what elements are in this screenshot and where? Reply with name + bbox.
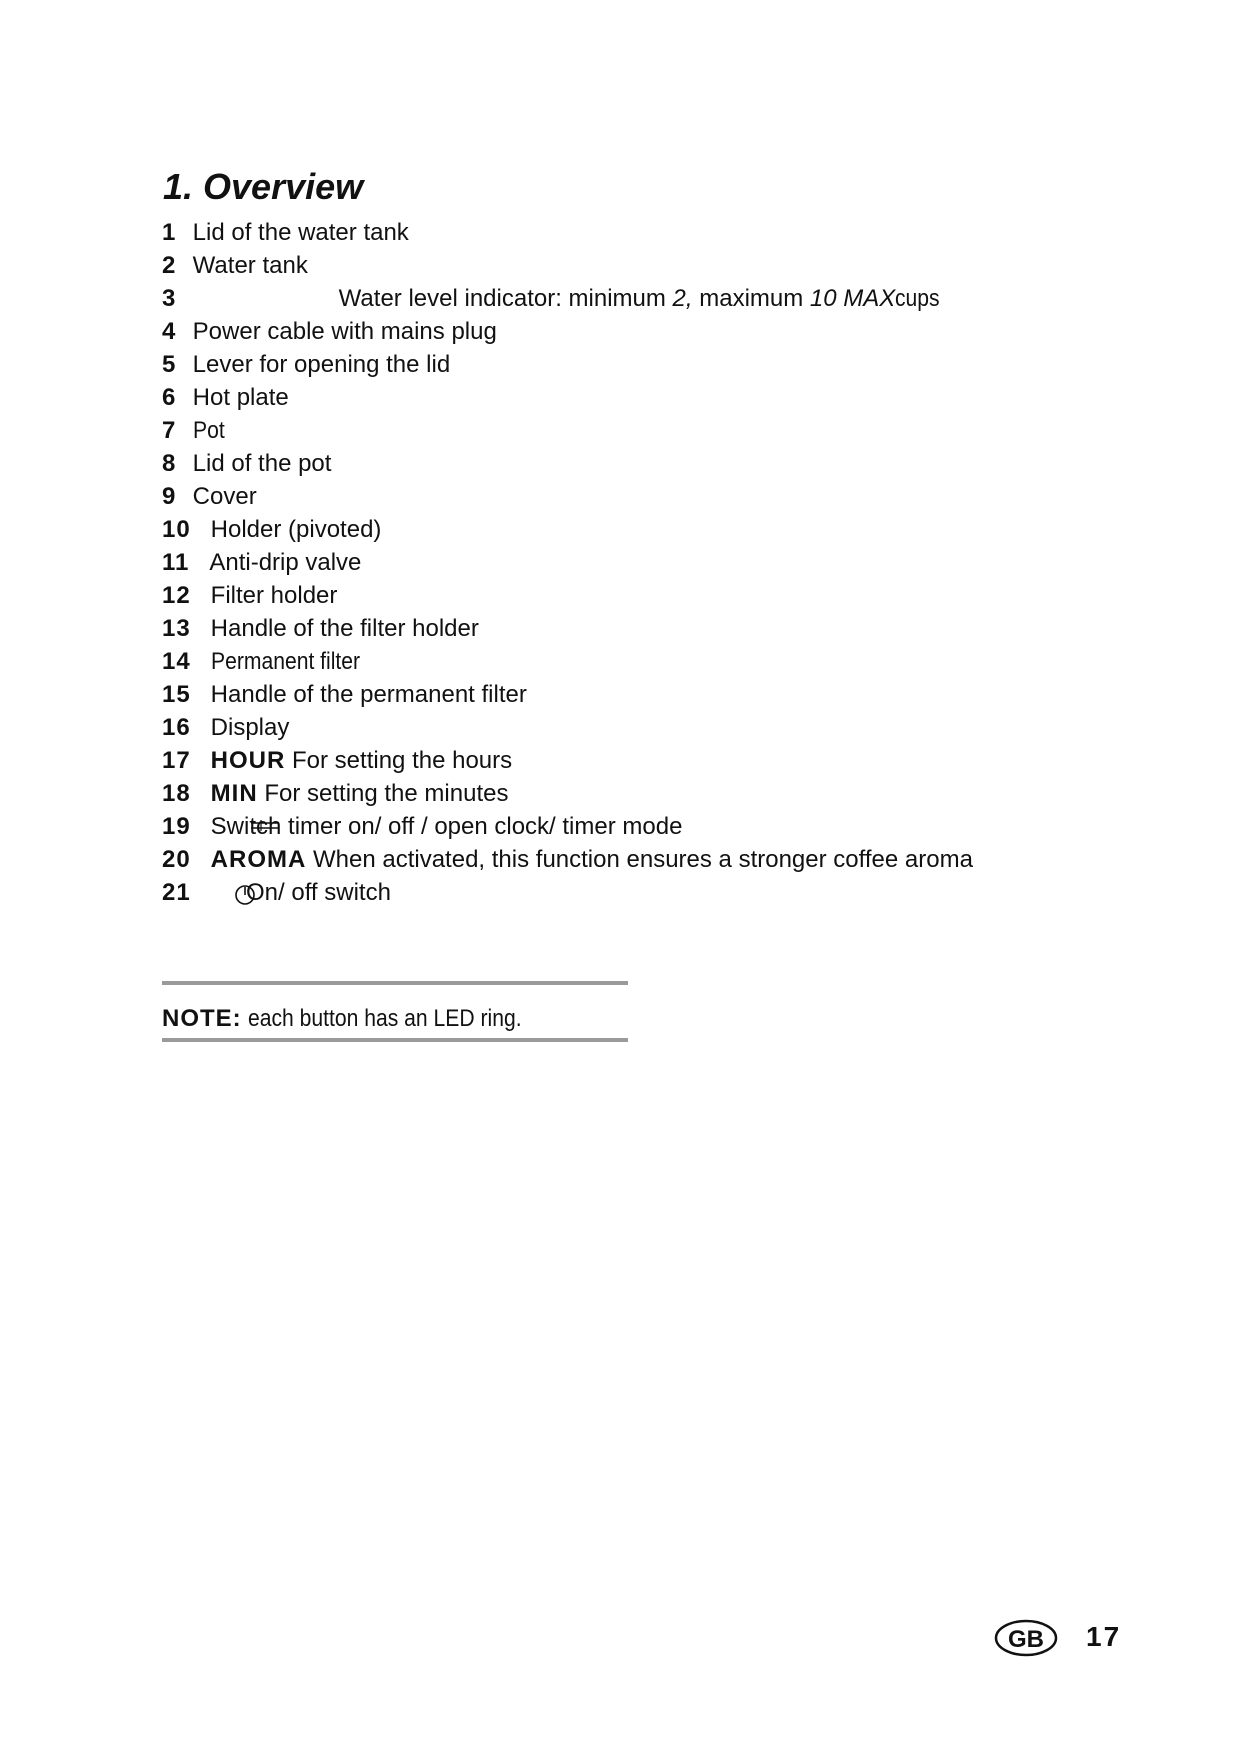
item-text: Water level indicator: minimum <box>338 285 673 312</box>
list-item <box>162 645 1062 678</box>
note-top-rule <box>162 981 628 985</box>
item-number: 18 <box>162 780 191 807</box>
list-item <box>162 744 1062 777</box>
item-text-emphasis: 2, <box>672 285 693 312</box>
list-item <box>162 315 1062 348</box>
list-item <box>162 876 1062 909</box>
list-item <box>162 480 1062 513</box>
country-badge <box>994 1619 1058 1657</box>
button-keyword: MIN <box>210 780 258 807</box>
item-text: cups <box>895 285 940 312</box>
item-number: 3 <box>162 285 177 312</box>
list-item <box>162 414 1062 447</box>
item-number: 21 <box>162 879 191 906</box>
list-item <box>162 678 1062 711</box>
list-item <box>162 348 1062 381</box>
list-item <box>162 282 1062 315</box>
item-number: 11 <box>162 549 190 576</box>
item-text: Permanent filter <box>210 648 360 675</box>
page-title: 1. Overview <box>163 166 364 207</box>
list-item <box>162 579 1062 612</box>
item-number: 17 <box>162 747 191 774</box>
item-text: Water tank <box>192 252 308 279</box>
power-icon <box>234 884 256 906</box>
list-item <box>162 216 1062 249</box>
item-text: Lever for opening the lid <box>192 351 451 378</box>
item-number: 9 <box>162 483 177 510</box>
list-item <box>162 711 1062 744</box>
list-item <box>162 777 1062 810</box>
item-number: 2 <box>162 252 177 279</box>
list-item <box>162 249 1062 282</box>
item-number: 1 <box>162 219 177 246</box>
item-number: 16 <box>162 714 191 741</box>
list-item <box>162 810 1062 843</box>
item-text: Anti-drip valve <box>209 549 362 576</box>
item-number: 8 <box>162 450 177 477</box>
note-bottom-rule <box>162 1038 628 1042</box>
item-text: Power cable with mains plug <box>192 318 497 345</box>
item-text: For setting the hours <box>292 747 513 774</box>
list-item <box>162 843 1062 876</box>
item-text: Handle of the filter holder <box>210 615 479 642</box>
item-number: 12 <box>162 582 191 609</box>
country-code: GB <box>1008 1626 1044 1653</box>
note-text: each button has an LED ring. <box>248 1005 522 1032</box>
item-text: Cover <box>192 483 257 510</box>
item-text: maximum <box>692 285 810 312</box>
list-item <box>162 513 1062 546</box>
item-text: timer on/ off / open clock/ timer mode <box>281 813 683 840</box>
item-text: Handle of the permanent filter <box>210 681 527 708</box>
list-item <box>162 381 1062 414</box>
item-number: 6 <box>162 384 177 411</box>
page-number: 17 <box>1086 1621 1122 1652</box>
item-number: 4 <box>162 318 177 345</box>
item-text: On/ off switch <box>246 879 391 906</box>
item-number: 13 <box>162 615 191 642</box>
item-number: 5 <box>162 351 177 378</box>
button-keyword: AROMA <box>210 846 307 873</box>
item-text: Switch <box>210 813 282 840</box>
item-text-emphasis: 10 MAX <box>809 285 896 312</box>
item-text: Pot <box>192 417 225 444</box>
item-text: Hot plate <box>192 384 289 411</box>
item-text: Filter holder <box>210 582 338 609</box>
item-number: 20 <box>162 846 191 873</box>
item-text: Holder (pivoted) <box>210 516 382 543</box>
list-item <box>162 546 1062 579</box>
item-number: 10 <box>162 516 191 543</box>
overview-list <box>162 216 1062 909</box>
item-text: Lid of the water tank <box>192 219 409 246</box>
item-text: When activated, this function ensures a stronger coffee aroma <box>313 846 973 873</box>
item-number: 14 <box>162 648 191 675</box>
list-item <box>162 612 1062 645</box>
item-text: For setting the minutes <box>264 780 509 807</box>
list-item <box>162 447 1062 480</box>
note-box <box>162 1003 559 1035</box>
item-number: 19 <box>162 813 191 840</box>
item-number: 7 <box>162 417 177 444</box>
item-text: Display <box>210 714 290 741</box>
timer-icon <box>251 820 281 832</box>
note-label: NOTE: <box>162 1005 242 1032</box>
item-text: Lid of the pot <box>192 450 332 477</box>
button-keyword: HOUR <box>210 747 286 774</box>
item-number: 15 <box>162 681 191 708</box>
